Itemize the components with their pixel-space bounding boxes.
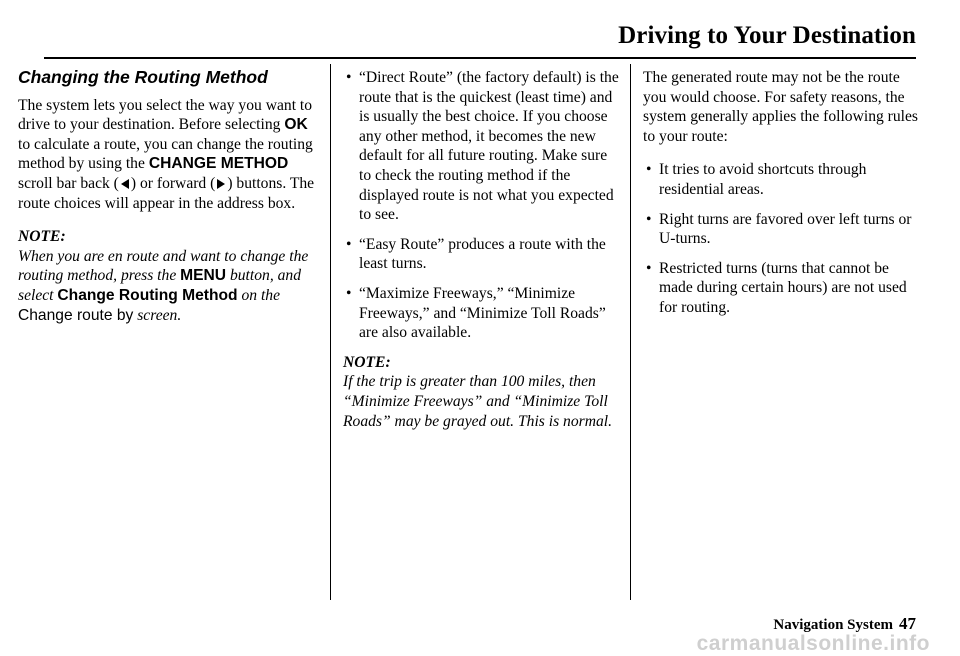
change-routing-method-term: Change Routing Method: [57, 286, 238, 304]
list-item: • Restricted turns (turns that cannot be made during certain hours) are not used for routing.: [643, 259, 925, 318]
note-text: If the trip is greater than 100 miles, then “Minimize Freeways” and “Minimize Toll Roads” may be grayed out. This is normal.: [343, 373, 612, 430]
column-divider: [630, 64, 631, 600]
list-item: • It tries to avoid shortcuts through residential areas.: [643, 160, 925, 199]
list-item: • “Maximize Freeways,” “Minimize Freeways,” and “Minimize Toll Roads” are also available.: [343, 284, 619, 343]
text-run: When you are en route and want to change the routing method, press the: [18, 247, 309, 285]
route-options-list: [343, 68, 619, 343]
change-route-by-term: Change route by: [18, 306, 134, 324]
triangle-left-icon: [121, 179, 129, 189]
rules-list: [643, 160, 925, 317]
page-title: Driving to Your Destination: [618, 22, 916, 49]
note-text: [18, 247, 318, 325]
text-run: The system lets you select the way you want to drive to your destination. Before selecting: [18, 96, 313, 134]
text-run: to calculate a route, you can change the routing method by using the: [18, 135, 313, 173]
text-run: screen.: [133, 306, 182, 324]
text-run: button, and select: [18, 267, 302, 304]
text-run: scroll bar back (: [18, 174, 119, 192]
rules-intro: The generated route may not be the route you would choose. For safety reasons, the system generally applies the following rules to your route:: [643, 69, 918, 145]
text-run: ) buttons. The route choices will appear in the address box.: [18, 174, 315, 212]
column-middle: [343, 68, 619, 431]
text-run: ) or forward (: [130, 174, 216, 192]
column-divider: [330, 64, 331, 600]
list-item: • “Direct Route” (the factory default) is the route that is the quickest (least time) and is usually the best choice. If you choose any other method, it becomes the new default for all future routing. Make sure to check the routing method if the displayed route is not what you expected to see.: [343, 68, 619, 225]
watermark: carmanualsonline.info: [696, 632, 930, 655]
ok-term: OK: [284, 116, 308, 134]
page-number: 47: [899, 614, 916, 633]
change-method-term: CHANGE METHOD: [148, 155, 289, 173]
note-label: NOTE:: [18, 228, 66, 246]
note-label: NOTE:: [343, 353, 391, 371]
column-left: [18, 68, 318, 325]
section-heading: Changing the Routing Method: [18, 67, 268, 87]
list-item: • Right turns are favored over left turns or U-turns.: [643, 210, 925, 249]
page-footer: [773, 614, 916, 634]
triangle-right-icon: [217, 179, 225, 189]
menu-term: MENU: [180, 267, 227, 285]
footer-label: Navigation System: [773, 617, 893, 633]
header-rule: [44, 57, 916, 59]
column-right: [643, 68, 925, 328]
text-run: on the: [237, 286, 281, 304]
list-item: • “Easy Route” produces a route with the least turns.: [343, 235, 619, 274]
intro-paragraph: [18, 96, 318, 214]
